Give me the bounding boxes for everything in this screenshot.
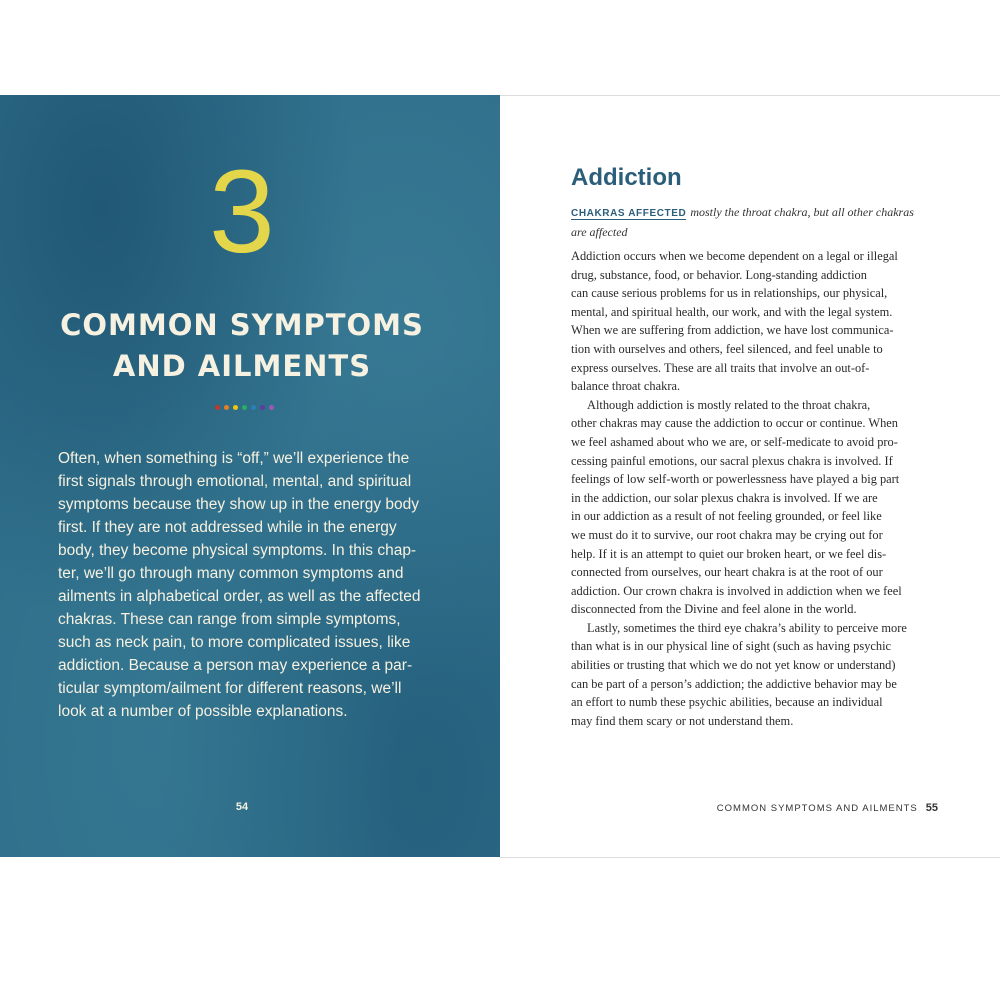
chakras-affected-label: CHAKRAS AFFECTED	[571, 208, 687, 219]
body-line: we must do it to survive, our root chakra may be crying out for	[571, 527, 883, 542]
intro-line: first. If they are not addressed while in the energy	[58, 519, 397, 536]
body-line: disconnected from the Divine and feel alone in the world.	[571, 602, 857, 617]
intro-line: ter, we’ll go through many common symptoms and	[58, 565, 404, 582]
body-line: help. If it is an attempt to quiet our broken heart, or we feel dis-	[571, 546, 887, 561]
chapter-title	[0, 305, 484, 387]
chapter-intro-paragraph	[58, 447, 458, 723]
chapter-number: 3	[209, 146, 275, 278]
divider-dot	[224, 405, 229, 410]
body-line: can be part of a person’s addiction; the addictive behavior may be	[571, 676, 897, 691]
body-line: balance throat chakra.	[571, 379, 681, 394]
page-number-right: 55	[925, 802, 938, 814]
intro-line: chakras. These can range from simple symptoms,	[58, 611, 401, 628]
chapter-title-line: AND AILMENTS	[112, 349, 372, 383]
section-body	[571, 247, 946, 730]
intro-line: body, they become physical symptoms. In this chap-	[58, 542, 417, 559]
body-line: Addiction occurs when we become dependent on a legal or illegal	[571, 249, 898, 263]
intro-line: such as neck pain, to more complicated issues, like	[58, 634, 411, 651]
page-number-left: 54	[235, 801, 249, 813]
divider-dot	[215, 405, 220, 410]
right-page	[500, 95, 1000, 858]
body-line: tion with ourselves and others, feel silenced, and feel unable to	[571, 341, 883, 356]
chakras-affected	[571, 203, 941, 242]
chakra-color-divider	[0, 405, 488, 410]
chakras-affected-text: are affected	[571, 225, 628, 239]
body-line: than what is in our physical line of sight (such as having psychic	[571, 639, 892, 654]
body-line: an effort to numb these psychic abilities, because an individual	[571, 695, 883, 710]
left-page	[0, 95, 500, 857]
body-paragraph	[571, 619, 946, 731]
body-line: Lastly, sometimes the third eye chakra’s ability to perceive more	[587, 620, 907, 635]
body-line: other chakras may cause the addiction to occur or continue. When	[571, 416, 898, 431]
intro-line: look at a number of possible explanations.	[58, 703, 348, 720]
running-footer	[717, 802, 938, 814]
intro-line: ailments in alphabetical order, as well as the affected	[58, 588, 421, 605]
divider-dot	[242, 405, 247, 410]
body-line: in our addiction as a result of not feeling grounded, or feel like	[571, 509, 882, 524]
body-line: may find them scary or not understand them.	[571, 713, 794, 728]
body-line: Although addiction is mostly related to the throat chakra,	[587, 397, 871, 412]
intro-line: ticular symptom/ailment for different reasons, we’ll	[58, 680, 402, 697]
body-line: can cause serious problems for us in relationships, our physical,	[571, 286, 888, 301]
chakras-affected-text: mostly the throat chakra, but all other chakras	[690, 205, 914, 219]
divider-dot	[251, 405, 256, 410]
body-paragraph	[571, 396, 946, 619]
body-line: connected from ourselves, our heart chakra is at the root of our	[571, 565, 883, 580]
divider-dot	[233, 405, 238, 410]
chapter-title-line: COMMON SYMPTOMS	[60, 308, 424, 342]
body-line: feelings of low self-worth or powerlessness have played a big part	[571, 472, 900, 487]
intro-line: symptoms because they show up in the energy body	[58, 496, 420, 513]
intro-line: addiction. Because a person may experience a par-	[58, 657, 413, 674]
body-line: cessing painful emotions, our sacral plexus chakra is involved. If	[571, 453, 893, 468]
body-line: When we are suffering from addiction, we have lost communica-	[571, 323, 894, 338]
body-line: we feel ashamed about who we are, or self-medicate to avoid pro-	[571, 434, 898, 449]
body-line: abilities or trusting that which we do not yet know or understand)	[571, 658, 896, 673]
chakras-affected-row	[571, 203, 941, 223]
intro-line: Often, when something is “off,” we’ll experience the	[58, 450, 410, 467]
body-line: addiction. Our crown chakra is involved in addiction when we feel	[571, 583, 902, 598]
intro-line: first signals through emotional, mental, and spiritual	[58, 473, 412, 490]
divider-dot	[260, 405, 265, 410]
divider-dot	[269, 405, 274, 410]
book-spread	[0, 95, 1000, 857]
body-paragraph	[571, 247, 946, 396]
running-footer-title: COMMON SYMPTOMS AND AILMENTS	[716, 803, 918, 814]
body-line: express ourselves. These are all traits that involve an out-of-	[571, 360, 870, 375]
body-line: mental, and spiritual health, our work, and with the legal system.	[571, 304, 893, 319]
section-title: Addiction	[571, 164, 682, 191]
body-line: in the addiction, our solar plexus chakra is involved. If we are	[571, 490, 878, 505]
body-line: drug, substance, food, or behavior. Long-standing addiction	[571, 267, 867, 282]
